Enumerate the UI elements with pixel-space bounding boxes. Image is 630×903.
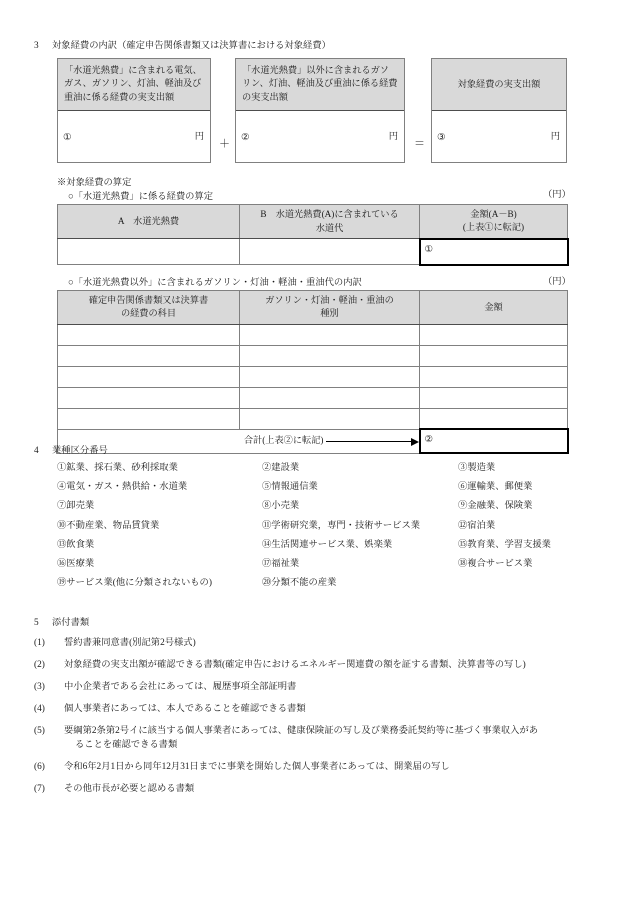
expense-box-nonutility-input[interactable] xyxy=(236,111,404,162)
section-4-number: 4 xyxy=(34,446,39,456)
input-fuel-total[interactable] xyxy=(420,429,568,453)
attachment-item-text xyxy=(64,636,604,650)
input-fuel-amount[interactable] xyxy=(420,324,568,345)
table-row xyxy=(58,239,568,265)
table-row-header xyxy=(58,205,568,239)
yen-unit-3: 円 xyxy=(550,132,560,142)
industry-row xyxy=(57,462,602,481)
attachment-item-text xyxy=(64,658,604,672)
industry-option[interactable]: ⑤情報通信業 xyxy=(262,482,318,493)
industry-option[interactable]: ⑭生活関連サービス業、娯楽業 xyxy=(262,539,393,550)
attachment-item-text xyxy=(64,782,604,796)
section-4-heading xyxy=(34,445,108,459)
table-utility-calculation xyxy=(57,204,569,266)
transfer-arrow-icon xyxy=(326,437,419,445)
attachment-item-text xyxy=(64,680,604,694)
attachment-item-line: その他市長が必要と認める書類 xyxy=(64,784,195,795)
expense-box-total-input[interactable] xyxy=(432,111,566,162)
industry-option[interactable]: ⑩不動産業、物品賃貸業 xyxy=(57,520,160,531)
industry-option[interactable]: ⑧小売業 xyxy=(262,501,300,512)
industry-option[interactable]: ⑦卸売業 xyxy=(57,501,95,512)
industry-option[interactable]: ①鉱業、採石業、砂利採取業 xyxy=(57,463,178,473)
input-fuel-account[interactable] xyxy=(58,408,240,429)
header-utility-amount-line2: (上表①に転記) xyxy=(462,222,525,233)
expense-box-total xyxy=(431,58,567,163)
header-fuel-account-line1: 確定申告関係書類又は決算書 xyxy=(88,295,209,305)
attachment-item xyxy=(34,658,604,672)
input-fuel-type[interactable] xyxy=(240,387,420,408)
expense-box-utility-header: 「水道光熱費」に含まれる電気、ガス、ガソリン、灯油、軽油及び重油に係る経費の実支出額 xyxy=(58,59,210,111)
industry-option[interactable]: ⑬飲食業 xyxy=(57,539,95,550)
attachment-item-text xyxy=(64,760,604,774)
input-fuel-amount[interactable] xyxy=(420,345,568,366)
input-fuel-type[interactable] xyxy=(240,366,420,387)
table-row xyxy=(58,366,568,387)
yen-unit-1: 円 xyxy=(194,132,204,142)
total-label-cell xyxy=(58,429,420,453)
attachment-item-line: 中小企業者である会社にあっては、履歴事項全部証明書 xyxy=(64,682,297,692)
expense-box-utility-input[interactable] xyxy=(58,111,210,162)
table-utility-caption: ○「水道光熱費」に係る経費の算定 xyxy=(68,192,214,202)
industry-classification-list xyxy=(57,462,602,596)
industry-row xyxy=(57,558,602,577)
input-fuel-account[interactable] xyxy=(58,345,240,366)
table-row-total xyxy=(58,429,568,453)
industry-option[interactable]: ⑱複合サービス業 xyxy=(458,558,533,569)
table-row-header xyxy=(58,291,568,325)
attachment-item-number: (3) xyxy=(34,682,45,692)
attachment-item-line: 誓約書兼同意書(別記第2号様式) xyxy=(64,638,196,648)
industry-row xyxy=(57,500,602,519)
attachment-item-number: (2) xyxy=(34,660,45,670)
expense-breakdown-boxes xyxy=(57,58,567,162)
section-3-title: 対象経費の内訳（確定申告関係書類又は決算書における対象経費） xyxy=(52,41,331,51)
table-fuel-breakdown xyxy=(57,290,569,454)
header-fuel-type-line1: ガソリン・灯油・軽油・重油の xyxy=(265,295,394,305)
table-fuel-caption: ○「水道光熱費以外」に含まれるガソリン・灯油・軽油・重油代の内訳 xyxy=(68,278,362,288)
table-utility-unit-label: （円） xyxy=(543,190,571,200)
input-fuel-type[interactable] xyxy=(240,408,420,429)
header-utility-amount xyxy=(420,205,568,239)
industry-option[interactable]: ⑰福祉業 xyxy=(262,558,300,569)
attachment-item-continuation: ることを確認できる書類 xyxy=(75,740,178,751)
attachment-item xyxy=(34,636,604,650)
header-utility-b xyxy=(240,205,420,239)
input-utility-result[interactable] xyxy=(420,239,568,265)
attachment-item-number: (6) xyxy=(34,762,45,773)
circled-number-1: ① xyxy=(63,133,72,143)
circled-number-2: ② xyxy=(241,133,250,143)
table-row xyxy=(58,324,568,345)
industry-option[interactable]: ④電気・ガス・熱供給・水道業 xyxy=(57,482,188,493)
section-5-number: 5 xyxy=(34,618,39,628)
section-3-heading xyxy=(34,40,331,54)
circled-number-3: ③ xyxy=(437,133,446,143)
attachment-item-line: 個人事業者にあっては、本人であることを確認できる書類 xyxy=(64,704,306,714)
attachment-item xyxy=(34,680,604,694)
industry-option[interactable]: ⑥運輸業、郵便業 xyxy=(458,482,533,493)
equals-operator: ＝ xyxy=(414,138,425,150)
attachment-item-number: (4) xyxy=(34,704,45,714)
industry-row xyxy=(57,539,602,558)
section-3-number: 3 xyxy=(34,41,39,51)
table-row xyxy=(58,387,568,408)
input-fuel-type[interactable] xyxy=(240,324,420,345)
industry-option[interactable]: ②建設業 xyxy=(262,463,300,473)
circled-number-2-result: ② xyxy=(424,435,434,446)
header-utility-b-line1: B 水道光熱費(A)に含まれている xyxy=(260,209,399,220)
attachment-item xyxy=(34,724,604,753)
attachment-item xyxy=(34,760,604,774)
attachment-item-text xyxy=(64,702,604,716)
attachment-documents-list xyxy=(34,636,604,804)
attachment-item-line: 要綱第2条第2号イに該当する個人事業者にあっては、健康保険証の写し及び業務委託契約等に基づく事業収入があ xyxy=(64,726,539,736)
input-fuel-account[interactable] xyxy=(58,387,240,408)
input-fuel-account[interactable] xyxy=(58,324,240,345)
input-fuel-amount[interactable] xyxy=(420,387,568,408)
attachment-item-text xyxy=(64,724,604,753)
industry-option[interactable]: ⑫宿泊業 xyxy=(458,520,496,531)
industry-row xyxy=(57,577,602,596)
attachment-item-number: (5) xyxy=(34,726,45,736)
industry-option[interactable]: ⑯医療業 xyxy=(57,558,95,569)
header-utility-b-line2: 水道代 xyxy=(315,222,344,233)
plus-operator: ＋ xyxy=(219,138,230,150)
section-5-title: 添付書類 xyxy=(52,618,90,628)
header-fuel-type-line2: 種別 xyxy=(320,308,339,319)
expense-box-utility xyxy=(57,58,211,163)
industry-option[interactable]: ⑨金融業、保険業 xyxy=(458,501,533,512)
yen-unit-2: 円 xyxy=(388,132,398,142)
header-fuel-amount: 金額 xyxy=(420,291,568,325)
header-utility-amount-line1: 金額(A－B) xyxy=(470,209,517,219)
header-utility-a: A 水道光熱費 xyxy=(58,205,240,239)
section-5-heading xyxy=(34,617,89,631)
table-fuel-body xyxy=(58,324,568,429)
attachment-item-line: 対象経費の実支出額が確認できる書類(確定申告におけるエネルギー関連費の額を証する書類、決算書等の写し) xyxy=(64,660,526,670)
expense-box-nonutility xyxy=(235,58,405,163)
table-row xyxy=(58,345,568,366)
industry-option[interactable]: ③製造業 xyxy=(458,463,496,473)
calculation-note: ※対象経費の算定 xyxy=(57,178,132,188)
attachment-item xyxy=(34,702,604,716)
attachment-item-number: (7) xyxy=(34,784,45,795)
input-fuel-account[interactable] xyxy=(58,366,240,387)
table-fuel-unit-label: （円） xyxy=(543,277,571,287)
table-row xyxy=(58,408,568,429)
input-fuel-type[interactable] xyxy=(240,345,420,366)
industry-row xyxy=(57,481,602,500)
input-utility-b[interactable] xyxy=(240,239,420,265)
input-fuel-amount[interactable] xyxy=(420,408,568,429)
industry-option[interactable]: ⑲サービス業(他に分類されないもの) xyxy=(57,578,212,589)
expense-box-total-header: 対象経費の実支出額 xyxy=(432,59,566,111)
section-4-title: 業種区分番号 xyxy=(52,446,108,456)
industry-row xyxy=(57,520,602,539)
input-utility-a[interactable] xyxy=(58,239,240,265)
expense-box-nonutility-header: 「水道光熱費」以外に含まれるガソリン、灯油、軽油及び重油に係る経費の実支出額 xyxy=(236,59,404,111)
industry-option[interactable]: ⑳分類不能の産業 xyxy=(262,578,337,589)
industry-option[interactable]: ⑪学術研究業，専門・技術サービス業 xyxy=(262,520,421,531)
total-label-text: 合計(上表②に転記) xyxy=(243,435,324,446)
attachment-item xyxy=(34,782,604,796)
attachment-item-line: 令和6年2月1日から同年12月31日までに事業を開始した個人事業者にあっては、開業届の写し xyxy=(64,762,450,773)
header-fuel-type xyxy=(240,291,420,325)
header-fuel-account-line2: の経費の科目 xyxy=(120,308,177,319)
industry-option[interactable]: ⑮教育業、学習支援業 xyxy=(458,539,551,550)
input-fuel-amount[interactable] xyxy=(420,366,568,387)
attachment-item-number: (1) xyxy=(34,638,45,648)
circled-number-1-result: ① xyxy=(424,244,434,255)
header-fuel-account xyxy=(58,291,240,325)
